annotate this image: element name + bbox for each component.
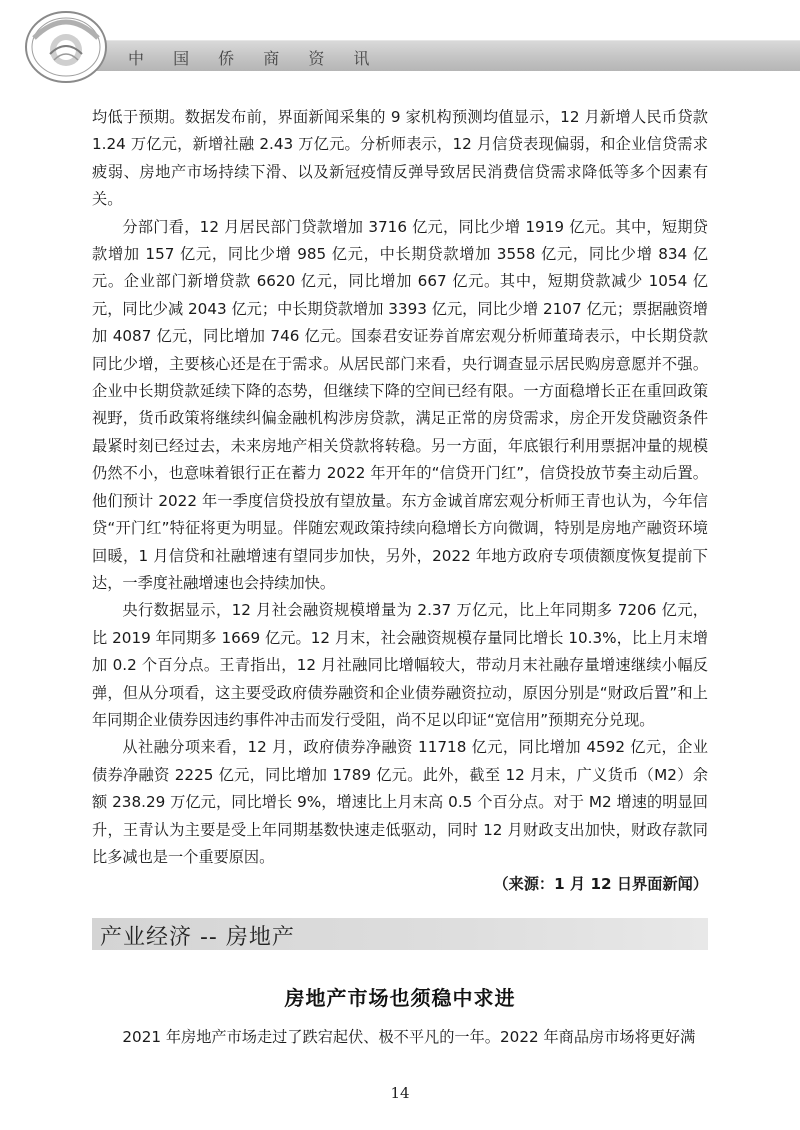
publication-title: 中 国 侨 商 资 讯 — [128, 49, 382, 68]
paragraph-4: 从社融分项来看，12 月，政府债券净融资 11718 亿元，同比增加 4592 亿元，企业债券净融资 2225 亿元，同比增加 1789 亿元。此外，截至 12 月末，广义货币（M2）余额 238.29 万亿元，同比增长 9%，增速比上月末高 0.5 个百分点。对于 M2 增速的明显回升，王青认为主要是受上年同期基数快速走低驱动，同时 12 月财政支出加快，财政存款同比多减也是一个重要原因。 — [92, 738, 708, 866]
section-heading-band — [92, 918, 708, 950]
article-first-line: 2021 年房地产市场走过了跌宕起伏、极不平凡的一年。2022 年商品房市场将更好满 — [122, 1028, 696, 1046]
paragraph-3: 央行数据显示，12 月社会融资规模增量为 2.37 万亿元，比上年同期多 7206 亿元，比 2019 年同期多 1669 亿元。12 月末，社会融资规模存量同比增长 10.3%，比上月末增加 0.2 个百分点。王青指出，12 月社融同比增幅较大，带动月末社融存量增速继续小幅反弹，但从分项看，这主要受政府债券融资和企业债券融资拉动，原因分别是“财政后置”和上年同期企业债券因违约事件冲击而发行受阻，尚不足以印证“宽信用”预期充分兑现。 — [92, 601, 708, 729]
paragraph-1: 均低于预期。数据发布前，界面新闻采集的 9 家机构预测均值显示，12 月新增人民币贷款 1.24 万亿元，新增社融 2.43 万亿元。分析师表示，12 月信贷表现偏弱，和企业信贷需求疲弱、房地产市场持续下滑、以及新冠疫情反弹导致居民消费信贷需求降低等多个因素有关。 — [92, 108, 708, 209]
chamber-logo-icon — [20, 8, 112, 86]
article-body — [92, 104, 708, 899]
section-title: 产业经济 -- 房地产 — [100, 925, 295, 950]
paragraph-2: 分部门看，12 月居民部门贷款增加 3716 亿元，同比少增 1919 亿元。其中，短期贷款增加 157 亿元，同比少增 985 亿元，中长期贷款增加 3558 亿元，同比少增 834 亿元。企业部门新增贷款 6620 亿元，同比增加 667 亿元。其中，短期贷款减少 1054 亿元，同比少减 2043 亿元；中长期贷款增加 3393 亿元，同比少增 2107 亿元；票据融资增加 4087 亿元，同比增加 746 亿元。国泰君安证券首席宏观分析师董琦表示，中长期贷款同比少增，主要核心还是在于需求。从居民部门来看，央行调查显示居民购房意愿并不强。企业中长期贷款延续下降的态势，但继续下降的空间已经有限。一方面稳增长正在重回政策视野，货币政策将继续纠偏金融机构涉房贷款，满足正常的房贷需求，房企开发贷融资条件最紧时刻已经过去，未来房地产相关贷款将转稳。另一方面，年底银行利用票据冲量的规模仍然不小，也意味着银行正在蓄力 2022 年开年的“信贷开门红”，信贷投放节奏主动后置。他们预计 2022 年一季度信贷投放有望放量。东方金诚首席宏观分析师王青也认为，今年信贷“开门红”特征将更为明显。伴随宏观政策持续向稳增长方向微调，特别是房地产融资环境回暖，1 月信贷和社融增速有望同步加快，另外，2022 年地方政府专项债额度恢复提前下达，一季度社融增速也会持续加快。 — [92, 217, 708, 592]
article-title: 房地产市场也须稳中求进 — [284, 986, 516, 1010]
source-citation: （来源：1 月 12 日界面新闻） — [493, 875, 708, 894]
page-number: 14 — [390, 1084, 410, 1102]
page-header — [0, 0, 800, 88]
